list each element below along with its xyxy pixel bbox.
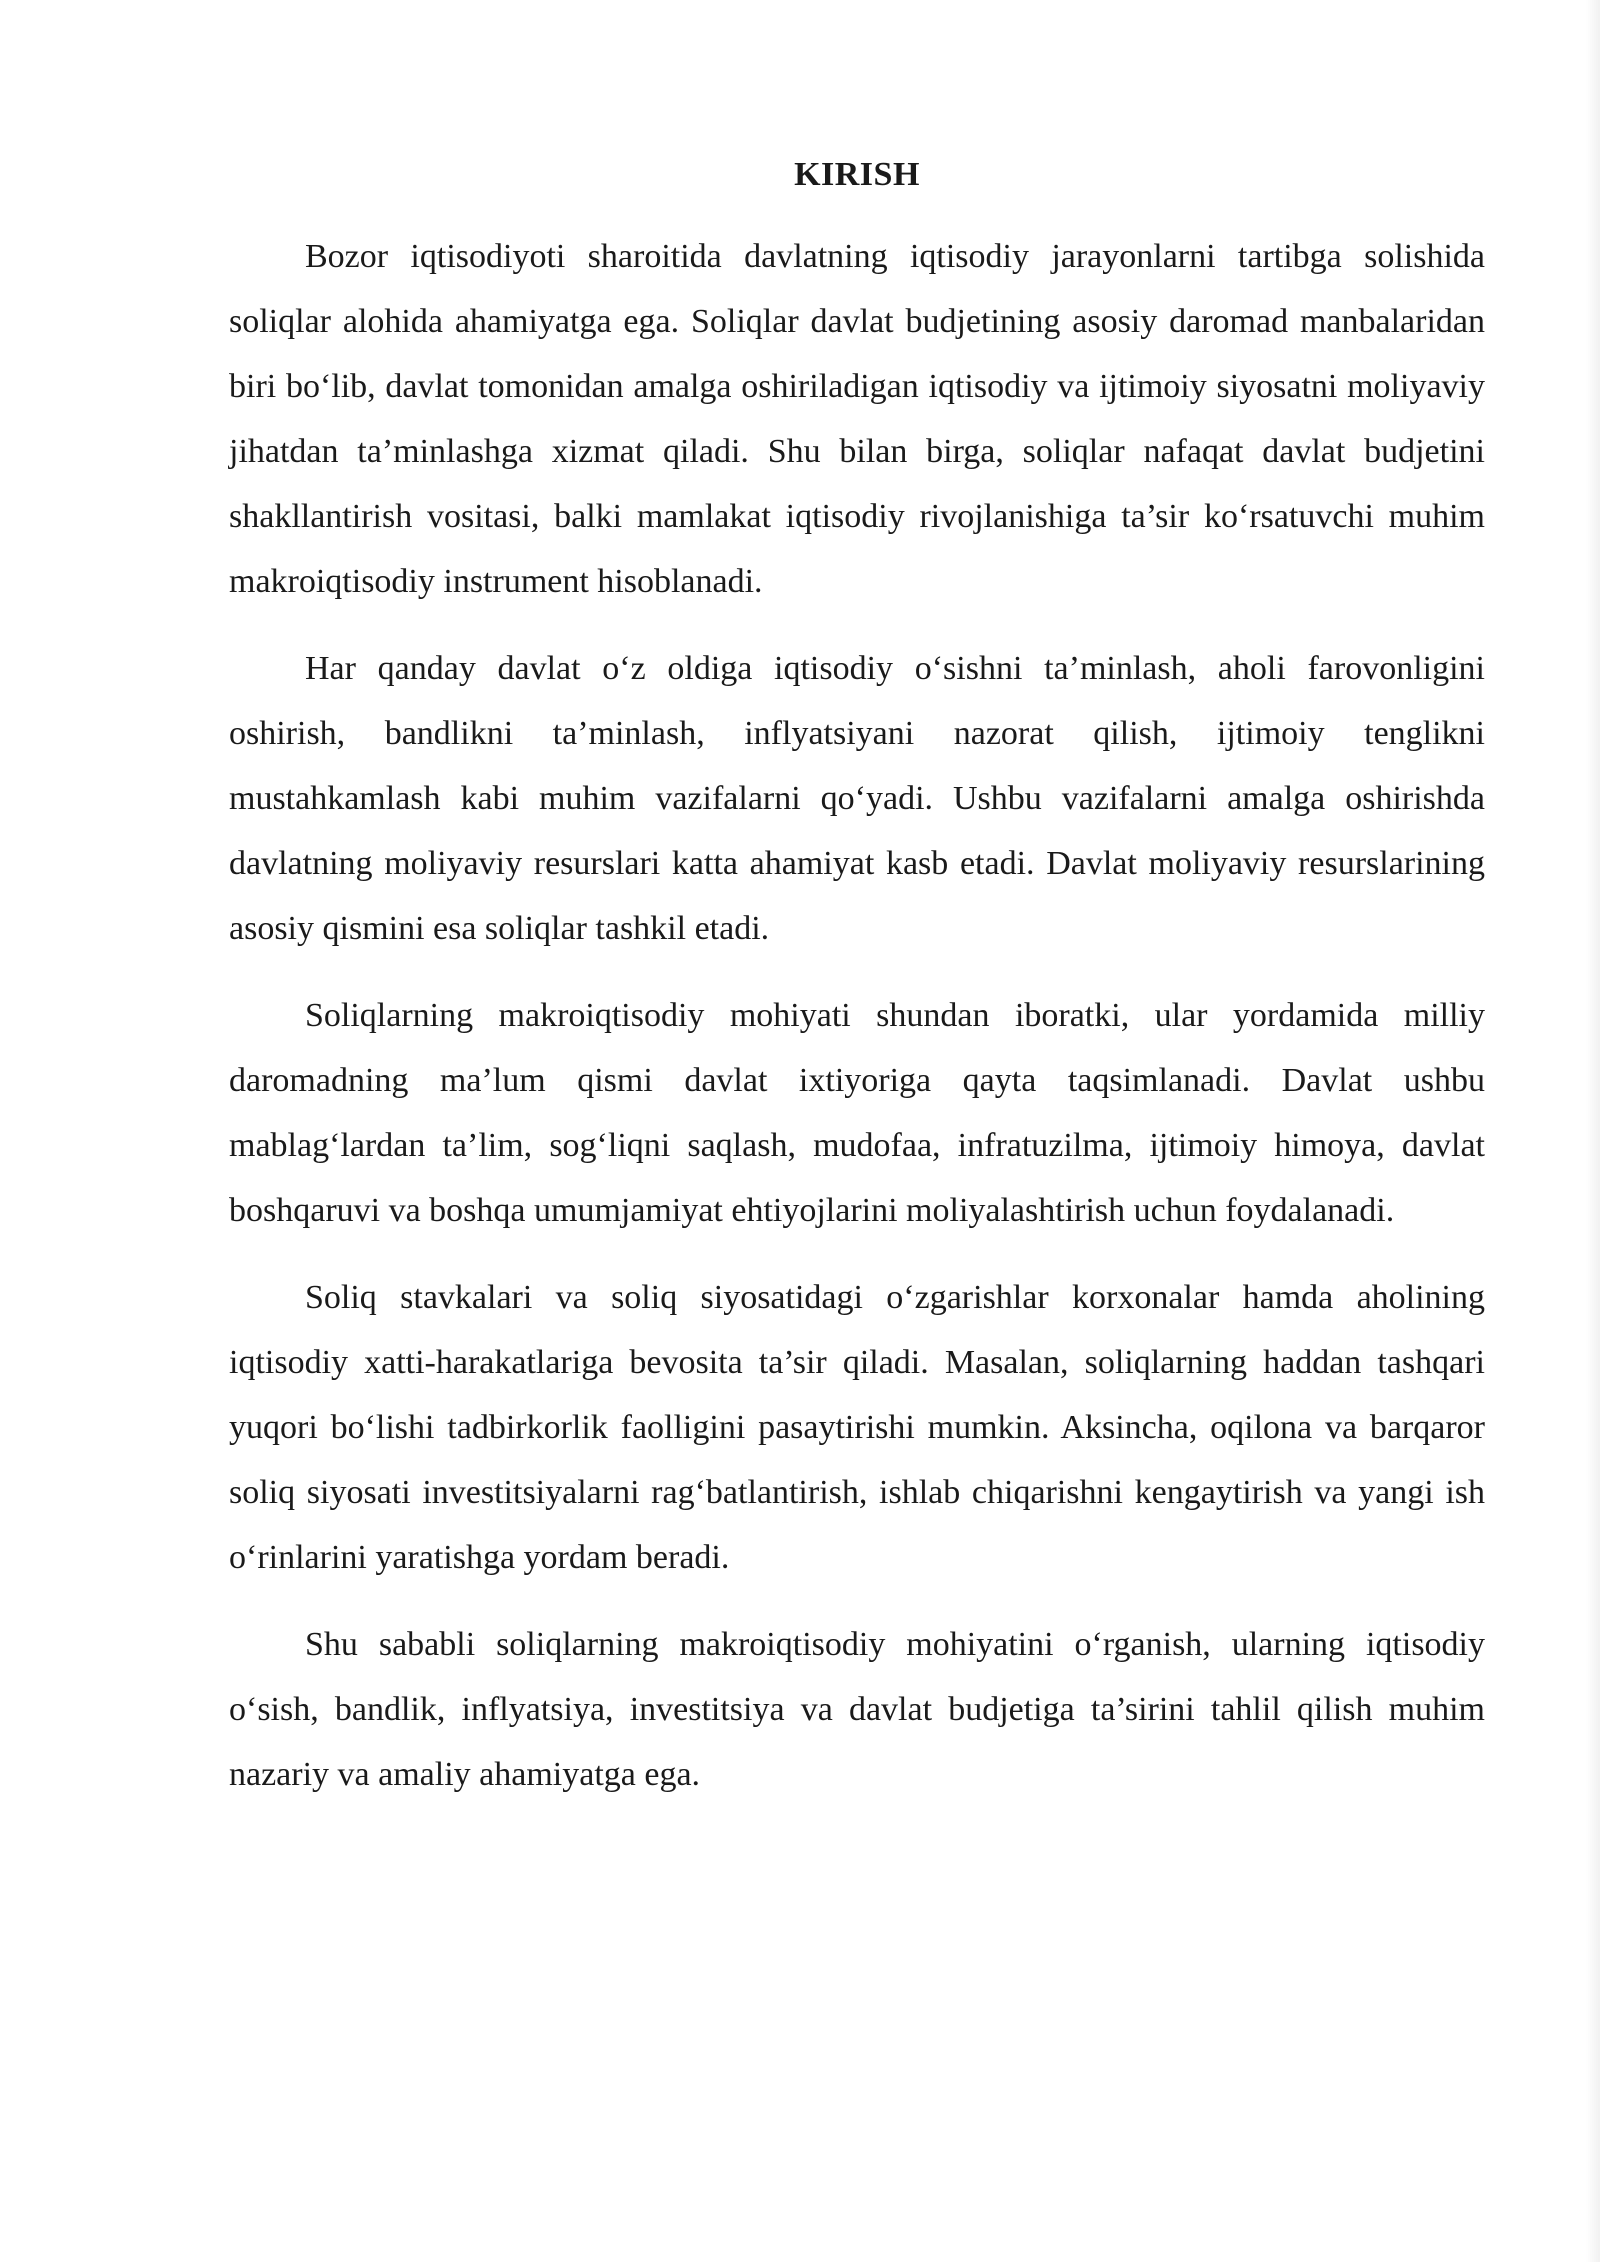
paragraph-1: Bozor iqtisodiyoti sharoitida davlatning iqtisodiy jarayonlarni tartibga solishida soliqlar alohida ahamiyatga ega. Soliqlar davlat budjetining asosiy daromad manbalaridan biri bo‘lib, davlat tomonidan amalga oshiriladigan iqtisodiy va ijtimoiy siyosatni moliyaviy jihatdan ta’minlashga xizmat qiladi. Shu bilan birga, soliqlar nafaqat davlat budjetini shakllantirish vositasi, balki mamlakat iqtisodiy rivojlanishiga ta’sir ko‘rsatuvchi muhim makroiqtisodiy instrument hisoblanadi. [229,238,1485,600]
document-body [229,150,1485,1829]
page-edge-shadow [1586,0,1600,2262]
paragraph-5: Shu sababli soliqlarning makroiqtisodiy mohiyatini o‘rganish, ularning iqtisodiy o‘sish, bandlik, inflyatsiya, investitsiya va davlat budjetiga ta’sirini tahlil qilish muhim nazariy va amaliy ahamiyatga ega. [229,1626,1485,1793]
paragraph-4: Soliq stavkalari va soliq siyosatidagi o‘zgarishlar korxonalar hamda aholining iqtisodiy xatti-harakatlariga bevosita ta’sir qiladi. Masalan, soliqlarning haddan tashqari yuqori bo‘lishi tadbirkorlik faolligini pasaytirishi mumkin. Aksincha, oqilona va barqaror soliq siyosati investitsiyalarni rag‘batlantirish, ishlab chiqarishni kengaytirish va yangi ish o‘rinlarini yaratishga yordam beradi. [229,1279,1485,1576]
page-title: KIRISH [794,156,920,193]
paragraph-2: Har qanday davlat o‘z oldiga iqtisodiy o‘sishni ta’minlash, aholi farovonligini oshirish, bandlikni ta’minlash, inflyatsiyani nazorat qilish, ijtimoiy tenglikni mustahkamlash kabi muhim vazifalarni qo‘yadi. Ushbu vazifalarni amalga oshirishda davlatning moliyaviy resurslari katta ahamiyat kasb etadi. Davlat moliyaviy resurslarining asosiy qismini esa soliqlar tashkil etadi. [229,650,1485,947]
paragraph-3: Soliqlarning makroiqtisodiy mohiyati shundan iboratki, ular yordamida milliy daromadning ma’lum qismi davlat ixtiyoriga qayta taqsimlanadi. Davlat ushbu mablag‘lardan ta’lim, sog‘liqni saqlash, mudofaa, infratuzilma, ijtimoiy himoya, davlat boshqaruvi va boshqa umumjamiyat ehtiyojlarini moliyalashtirish uchun foydalanadi. [229,997,1485,1229]
